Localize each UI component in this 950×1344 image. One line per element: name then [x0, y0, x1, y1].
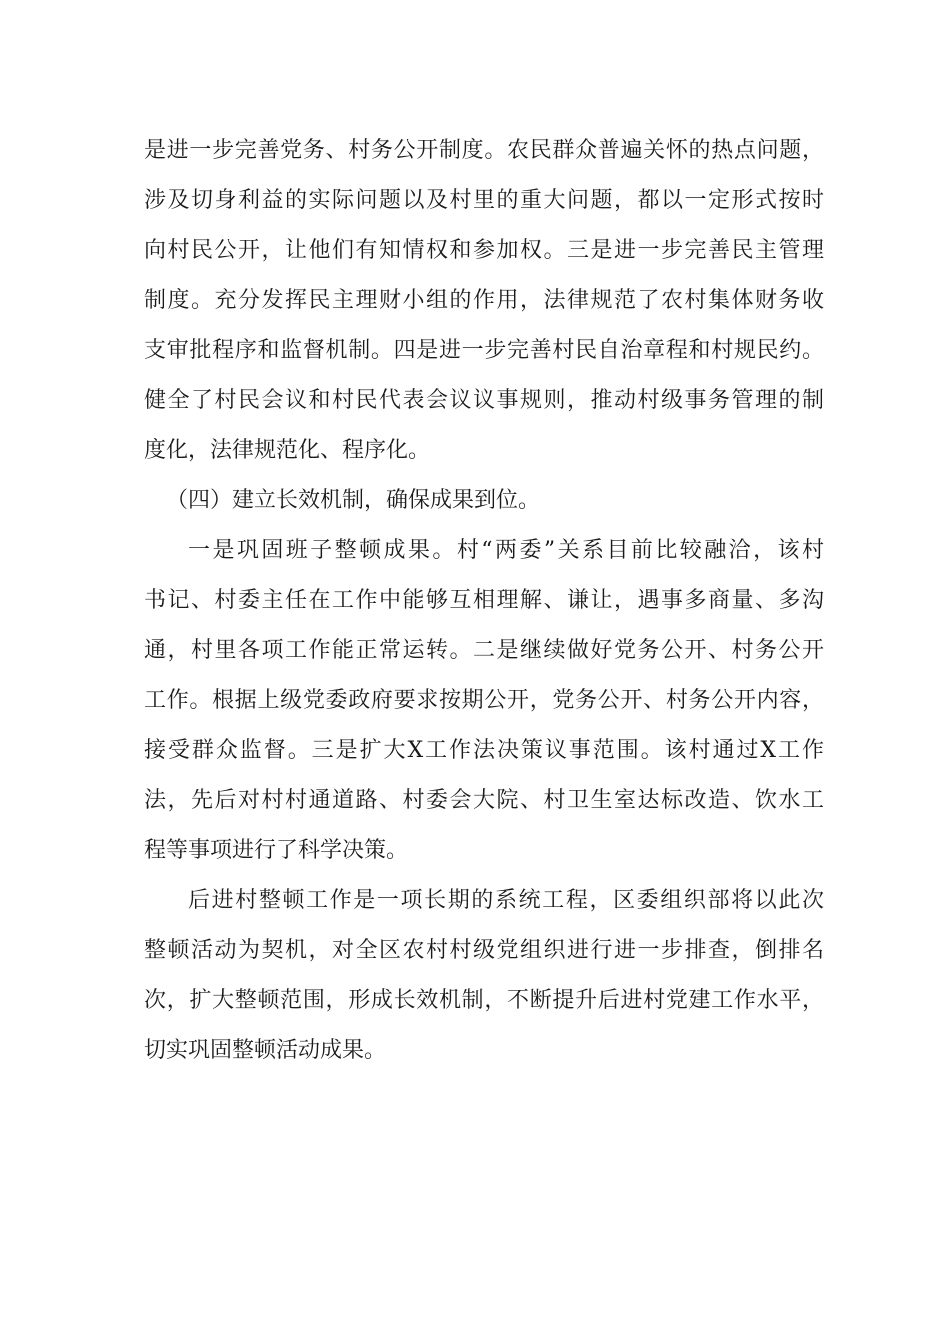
- paragraph-2-line-2: 书记、村委主任在工作中能够互相理解、谦让，遇事多商量、多沟: [144, 588, 824, 613]
- paragraph-1-line-7: 度化，法律规范化、程序化。: [144, 438, 431, 463]
- paragraph-3-line-4: 切实巩固整顿活动成果。: [144, 1038, 387, 1063]
- paragraph-2-line-3: 通，村里各项工作能正常运转。二是继续做好党务公开、村务公开: [144, 638, 824, 663]
- paragraph-1-line-3: 向村民公开，让他们有知情权和参加权。三是进一步完善民主管理: [144, 238, 824, 263]
- paragraph-2-line-1: 一是巩固班子整顿成果。村“两委”关系目前比较融洽，该村: [188, 538, 824, 563]
- paragraph-2-line-7: 程等事项进行了科学决策。: [144, 838, 409, 863]
- paragraph-1-line-4: 制度。充分发挥民主理财小组的作用，法律规范了农村集体财务收: [144, 288, 824, 313]
- paragraph-2-line-6: 法，先后对村村通道路、村委会大院、村卫生室达标改造、饮水工: [144, 788, 824, 813]
- paragraph-1-line-1: 是进一步完善党务、村务公开制度。农民群众普遍关怀的热点问题，: [144, 138, 824, 163]
- paragraph-1-line-6: 健全了村民会议和村民代表会议议事规则，推动村级事务管理的制: [144, 388, 824, 413]
- paragraph-3-line-2: 整顿活动为契机，对全区农村村级党组织进行进一步排查，倒排名: [144, 938, 824, 963]
- paragraph-1-line-5: 支审批程序和监督机制。四是进一步完善村民自治章程和村规民约。: [144, 338, 824, 363]
- paragraph-3-line-3: 次，扩大整顿范围，形成长效机制，不断提升后进村党建工作水平，: [144, 988, 824, 1013]
- paragraph-1-line-2: 涉及切身利益的实际问题以及村里的重大问题，都以一定形式按时: [144, 188, 824, 213]
- section-heading: （四）建立长效机制，确保成果到位。: [166, 488, 541, 513]
- paragraph-2-line-4: 工作。根据上级党委政府要求按期公开，党务公开、村务公开内容，: [144, 688, 824, 713]
- paragraph-3-line-1: 后进村整顿工作是一项长期的系统工程，区委组织部将以此次: [188, 888, 824, 913]
- paragraph-2-line-5: 接受群众监督。三是扩大X工作法决策议事范围。该村通过X工作: [144, 738, 824, 763]
